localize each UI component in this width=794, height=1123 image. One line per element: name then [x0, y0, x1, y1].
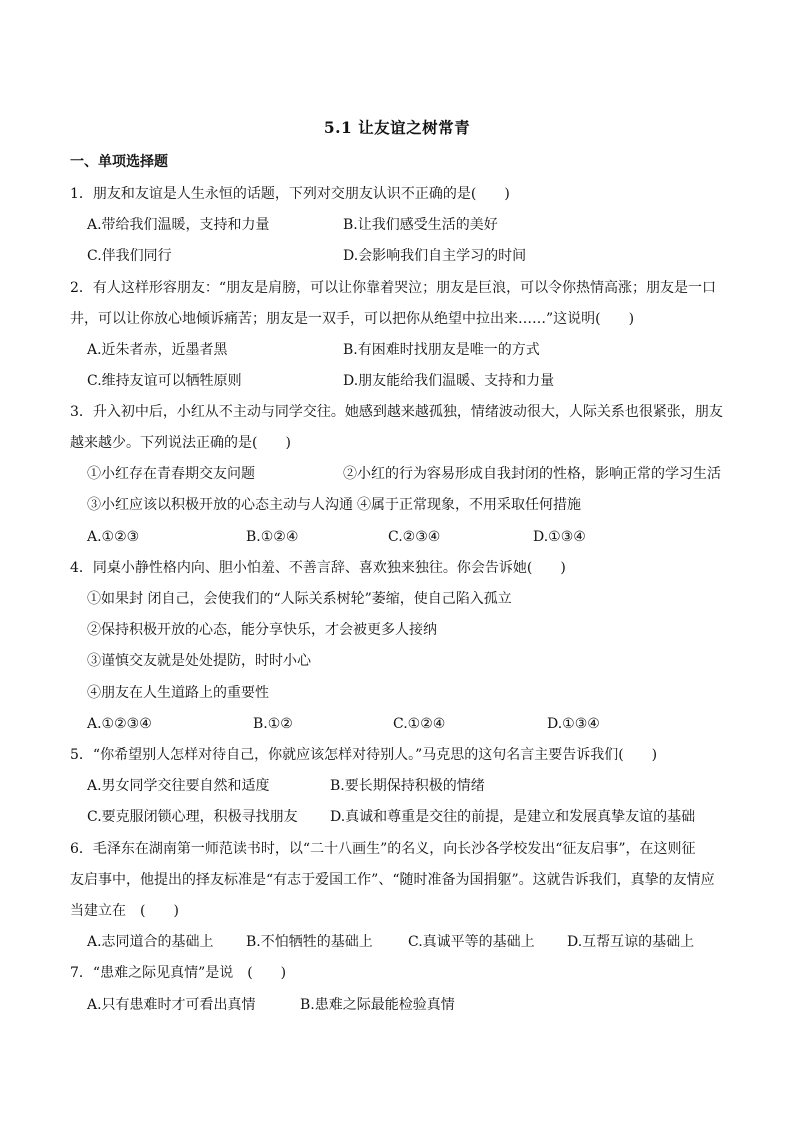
- question-6-stem-line-1: 6．毛泽东在湖南第一师范读书时，以“二十八画生”的名义，向长沙各学校发出“征友启事”，在这则征: [70, 841, 696, 857]
- section-heading: 一、单项选择题: [70, 154, 168, 170]
- q3-option-b[interactable]: B.①②④: [246, 529, 299, 545]
- q1-option-b[interactable]: B.让我们感受生活的美好: [343, 217, 498, 233]
- question-2-stem-line-1: 2．有人这样形容朋友：“朋友是肩膀，可以让你靠着哭泣；朋友是巨浪，可以令你热情高涨；朋友是一口: [70, 280, 717, 296]
- q2-option-d[interactable]: D.朋友能给我们温暖、支持和力量: [343, 373, 555, 389]
- q6-option-c[interactable]: C.真诚平等的基础上: [408, 934, 535, 950]
- q5-option-b[interactable]: B.要长期保持积极的情绪: [330, 778, 485, 794]
- q7-option-b[interactable]: B.患难之际最能检验真情: [300, 997, 455, 1013]
- q3-option-d[interactable]: D.①③④: [533, 529, 586, 545]
- q5-option-a[interactable]: A.男女同学交往要自然和适度: [87, 778, 270, 794]
- q3-statement-1: ①小红存在青春期交友问题: [87, 466, 255, 482]
- q4-option-d[interactable]: D.①③④: [547, 716, 600, 732]
- question-1-stem: 1．朋友和友谊是人生永恒的话题，下列对交朋友认识不正确的是( ): [70, 186, 510, 202]
- question-3-stem-line-1: 3．升入初中后，小红从不主动与同学交往。她感到越来越孤独，情绪波动很大，人际关系也很紧张，朋友: [70, 404, 723, 420]
- q3-option-a[interactable]: A.①②③: [87, 529, 140, 545]
- q6-option-b[interactable]: B.不怕牺牲的基础上: [246, 934, 373, 950]
- q7-option-a[interactable]: A.只有患难时才可看出真情: [87, 997, 256, 1013]
- page-title: 5.1 让友谊之树常青: [323, 118, 471, 137]
- q3-statement-3: ③小红应该以积极开放的心态主动与人沟通: [87, 497, 353, 513]
- q5-option-d[interactable]: D.真诚和尊重是交往的前提，是建立和发展真挚友谊的基础: [330, 809, 696, 825]
- q1-option-a[interactable]: A.带给我们温暖，支持和力量: [87, 217, 270, 233]
- q3-statement-2: ②小红的行为容易形成自我封闭的性格，影响正常的学习生活: [343, 466, 721, 482]
- q4-statement-2: ②保持积极开放的心态，能分享快乐，才会被更多人接纳: [87, 622, 437, 638]
- q4-option-a[interactable]: A.①②③④: [87, 716, 152, 732]
- q2-option-c[interactable]: C.维持友谊可以牺牲原则: [87, 373, 242, 389]
- q4-option-b[interactable]: B.①②: [253, 716, 293, 732]
- q5-option-c[interactable]: C.要克服闭锁心理，积极寻找朋友: [87, 809, 298, 825]
- q3-statement-4: ④属于正常现象，不用采取任何措施: [357, 497, 581, 513]
- q6-option-a[interactable]: A.志同道合的基础上: [87, 934, 214, 950]
- q4-statement-3: ③谨慎交友就是处处提防，时时小心: [87, 653, 311, 669]
- q4-statement-4: ④朋友在人生道路上的重要性: [87, 685, 269, 701]
- question-6-stem-line-2: 友启事中，他提出的择友标准是“有志于爱国工作”、“随时准备为国捐躯”。这就告诉我们，真挚的友情应: [70, 872, 715, 888]
- q1-option-d[interactable]: D.会影响我们自主学习的时间: [343, 248, 527, 264]
- q1-option-c[interactable]: C.伴我们同行: [87, 248, 172, 264]
- question-6-stem-line-3: 当建立在 ( ): [70, 903, 179, 919]
- question-3-stem-line-2: 越来越少。下列说法正确的是( ): [70, 435, 291, 451]
- question-4-stem: 4．同桌小静性格内向、胆小怕羞、不善言辞、喜欢独来独往。你会告诉她( ): [70, 560, 566, 576]
- q4-option-c[interactable]: C.①②④: [393, 716, 446, 732]
- question-2-stem-line-2: 井，可以让你放心地倾诉痛苦；朋友是一双手，可以把你从绝望中拉出来……”这说明( ): [70, 311, 635, 327]
- q3-option-c[interactable]: C.②③④: [388, 529, 441, 545]
- q6-option-d[interactable]: D.互帮互谅的基础上: [567, 934, 695, 950]
- q2-option-a[interactable]: A.近朱者赤，近墨者黑: [87, 342, 228, 358]
- q4-statement-1: ①如果封 闭自己，会使我们的“人际关系树轮”萎缩，使自己陷入孤立: [87, 591, 512, 607]
- q2-option-b[interactable]: B.有困难时找朋友是唯一的方式: [343, 342, 540, 358]
- question-5-stem: 5．“你希望别人怎样对待自己，你就应该怎样对待别人。”马克思的这句名言主要告诉我们( ): [70, 747, 658, 763]
- question-7-stem: 7．“患难之际见真情”是说 ( ): [70, 965, 287, 981]
